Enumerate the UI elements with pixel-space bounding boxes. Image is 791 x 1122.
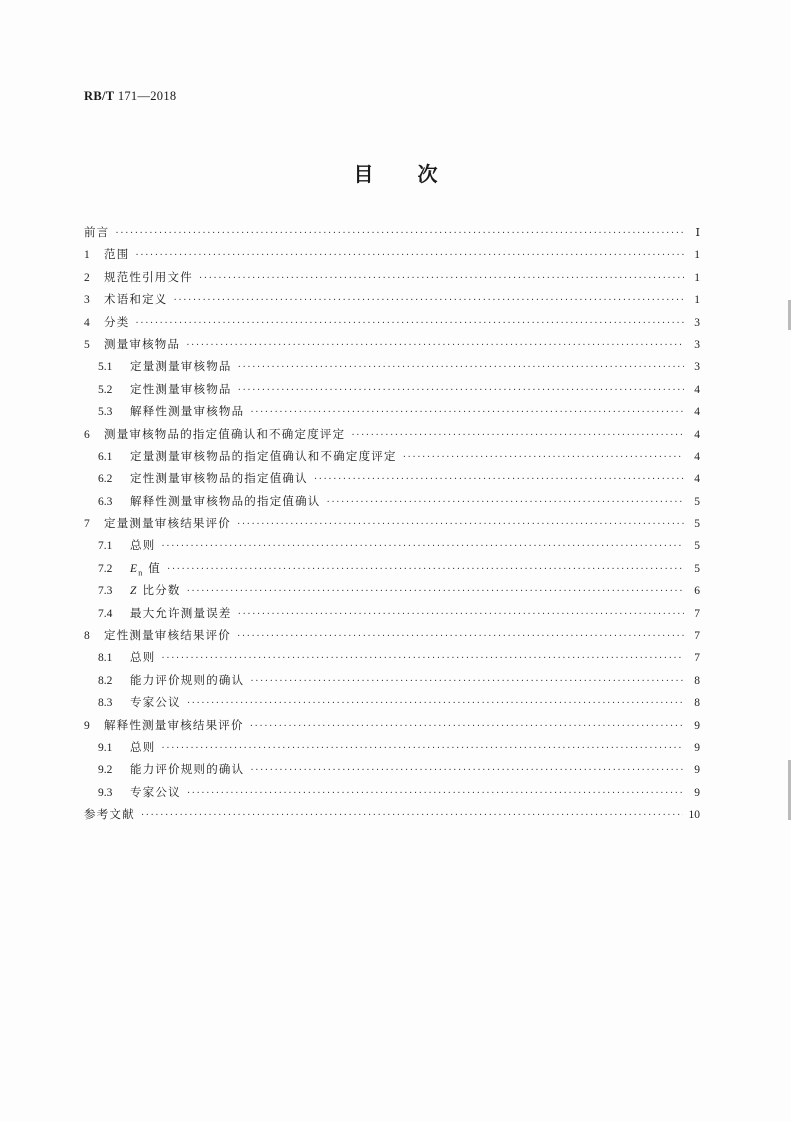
- toc-title: [0, 158, 791, 187]
- toc-entry-title: 总则: [130, 739, 156, 754]
- toc-entry-number: 6.2: [98, 473, 113, 486]
- toc-entry-title: 规范性引用文件: [104, 269, 193, 284]
- toc-leader-dots: [327, 497, 685, 508]
- toc-entry-page: 5: [694, 495, 700, 508]
- toc-entry-title: 总则: [130, 650, 156, 665]
- toc-entry[interactable]: [84, 694, 700, 716]
- toc-entry[interactable]: [84, 448, 700, 470]
- toc-entry-number: 5: [84, 338, 90, 351]
- toc-entry-number: 1: [84, 249, 90, 262]
- toc-entry-title: 定性测量审核物品: [130, 381, 232, 396]
- toc-entry-number: 2: [84, 271, 90, 284]
- toc-entry-page: 10: [688, 809, 700, 822]
- toc-entry[interactable]: [84, 493, 700, 515]
- toc-leader-dots: [199, 273, 684, 284]
- toc-entry[interactable]: [84, 314, 700, 336]
- table-of-contents: [84, 224, 700, 829]
- toc-entry-page: 1: [694, 271, 700, 284]
- toc-entry-number: 8: [84, 630, 90, 643]
- toc-entry[interactable]: [84, 358, 700, 380]
- toc-entry-title: 范围: [104, 247, 130, 262]
- toc-entry-page: 1: [694, 249, 700, 262]
- toc-leader-dots: [187, 788, 684, 799]
- toc-entry-page: 4: [694, 450, 700, 463]
- toc-leader-dots: [161, 653, 684, 664]
- toc-entry[interactable]: [84, 515, 700, 537]
- toc-entry-title: 术语和定义: [104, 292, 168, 307]
- toc-leader-dots: [161, 541, 684, 552]
- toc-leader-dots: [250, 407, 684, 418]
- toc-entry-title: 参考文献: [84, 807, 135, 822]
- toc-leader-dots: [161, 743, 684, 754]
- toc-leader-dots: [403, 452, 684, 463]
- toc-entry-number: 7.1: [98, 540, 113, 553]
- toc-entry-title: 定量测量审核物品: [130, 359, 232, 374]
- toc-entry-number: 5.2: [98, 383, 113, 396]
- toc-entry-page: 3: [694, 361, 700, 374]
- toc-entry-title: 定性测量审核物品的指定值确认: [130, 471, 308, 486]
- toc-leader-dots: [237, 519, 684, 530]
- toc-leader-dots: [135, 250, 684, 261]
- toc-entry-number: 7: [84, 518, 90, 531]
- toc-entry-page: 6: [694, 585, 700, 598]
- toc-leader-dots: [167, 564, 684, 575]
- toc-entry[interactable]: [84, 806, 700, 828]
- toc-entry-title: Z 比分数: [130, 583, 181, 598]
- toc-leader-dots: [174, 295, 685, 306]
- toc-entry[interactable]: [84, 560, 700, 582]
- toc-entry[interactable]: [84, 291, 700, 313]
- toc-entry[interactable]: [84, 269, 700, 291]
- toc-entry[interactable]: [84, 649, 700, 671]
- toc-entry-number: 5.3: [98, 406, 113, 419]
- toc-entry-number: 3: [84, 294, 90, 307]
- toc-entry-number: 7.2: [98, 562, 113, 575]
- toc-entry[interactable]: [84, 761, 700, 783]
- toc-entry-page: 9: [694, 786, 700, 799]
- toc-entry-title: 总则: [130, 538, 156, 553]
- toc-leader-dots: [187, 698, 684, 709]
- toc-entry-number: 8.2: [98, 674, 113, 687]
- toc-entry-page: 9: [694, 741, 700, 754]
- toc-entry-page: 1: [694, 294, 700, 307]
- toc-entry-page: 8: [694, 674, 700, 687]
- toc-entry-title: 测量审核物品的指定值确认和不确定度评定: [104, 426, 346, 441]
- toc-entry[interactable]: [84, 739, 700, 761]
- toc-entry[interactable]: [84, 582, 700, 604]
- toc-entry-title: 定量测量审核物品的指定值确认和不确定度评定: [130, 448, 397, 463]
- toc-entry-title: 能力评价规则的确认: [130, 762, 245, 777]
- toc-entry[interactable]: [84, 426, 700, 448]
- toc-entry-number: 9: [84, 719, 90, 732]
- toc-leader-dots: [238, 385, 684, 396]
- toc-leader-dots: [238, 362, 684, 373]
- toc-entry-title: 前言: [84, 225, 110, 239]
- toc-entry-page: 3: [694, 338, 700, 351]
- toc-leader-dots: [250, 676, 684, 687]
- toc-entry-title: 最大允许测量误差: [130, 605, 232, 620]
- toc-entry[interactable]: [84, 224, 700, 246]
- toc-title-char-2: 次: [417, 162, 438, 186]
- toc-entry-number: 4: [84, 316, 90, 329]
- toc-leader-dots: [238, 609, 684, 620]
- toc-entry-page: Ⅰ: [695, 227, 700, 239]
- toc-entry-number: 6.3: [98, 495, 113, 508]
- toc-entry-title: 测量审核物品: [104, 336, 181, 351]
- toc-entry[interactable]: [84, 672, 700, 694]
- toc-leader-dots: [141, 810, 683, 821]
- toc-entry-page: 7: [694, 652, 700, 665]
- toc-entry[interactable]: [84, 784, 700, 806]
- toc-entry-page: 4: [694, 473, 700, 486]
- toc-entry-title: 分类: [104, 314, 130, 329]
- toc-entry[interactable]: [84, 381, 700, 403]
- toc-entry-page: 5: [694, 518, 700, 531]
- toc-entry[interactable]: [84, 605, 700, 627]
- toc-leader-dots: [250, 765, 684, 776]
- toc-entry-page: 3: [694, 316, 700, 329]
- toc-entry-title: 定性测量审核结果评价: [104, 628, 231, 643]
- toc-entry-number: 7.3: [98, 585, 113, 598]
- document-code: [84, 89, 176, 104]
- toc-entry-page: 5: [694, 562, 700, 575]
- toc-entry[interactable]: [84, 470, 700, 492]
- toc-leader-dots: [351, 430, 684, 441]
- toc-entry-number: 8.1: [98, 652, 113, 665]
- toc-entry-title: 解释性测量审核物品的指定值确认: [130, 493, 321, 508]
- toc-entry[interactable]: [84, 246, 700, 268]
- toc-entry-page: 8: [694, 697, 700, 710]
- toc-leader-dots: [115, 228, 684, 239]
- toc-leader-dots: [187, 586, 684, 597]
- toc-leader-dots: [237, 631, 684, 642]
- toc-entry-page: 9: [694, 719, 700, 732]
- doc-code-prefix: RB/T: [84, 89, 115, 103]
- toc-entry-number: 9.3: [98, 786, 113, 799]
- toc-leader-dots: [135, 318, 684, 329]
- toc-entry-title: 能力评价规则的确认: [130, 672, 245, 687]
- toc-entry[interactable]: [84, 537, 700, 559]
- toc-entry-page: 4: [694, 383, 700, 396]
- toc-leader-dots: [314, 474, 684, 485]
- toc-entry-title: $E_n$ 值: [130, 560, 161, 578]
- toc-entry-number: 6.1: [98, 450, 113, 463]
- toc-leader-dots: [186, 340, 684, 351]
- toc-entry-page: 7: [694, 630, 700, 643]
- toc-entry-number: 9.2: [98, 764, 113, 777]
- toc-entry-title: 专家公议: [130, 784, 181, 799]
- toc-entry-number: 6: [84, 428, 90, 441]
- toc-entry-page: 4: [694, 428, 700, 441]
- toc-entry-title: 解释性测量审核结果评价: [104, 717, 244, 732]
- toc-entry[interactable]: [84, 403, 700, 425]
- toc-entry-title: 定量测量审核结果评价: [104, 516, 231, 531]
- doc-code-number: 171—2018: [117, 89, 177, 103]
- toc-entry-number: 7.4: [98, 607, 113, 620]
- toc-entry-page: 5: [694, 540, 700, 553]
- toc-leader-dots: [250, 721, 684, 732]
- toc-entry-page: 7: [694, 607, 700, 620]
- toc-entry-page: 4: [694, 406, 700, 419]
- toc-entry[interactable]: [84, 627, 700, 649]
- toc-entry-number: 5.1: [98, 361, 113, 374]
- toc-entry-number: 8.3: [98, 697, 113, 710]
- toc-title-char-1: 目: [353, 162, 374, 186]
- toc-entry-title: 专家公议: [130, 695, 181, 710]
- toc-entry-page: 9: [694, 764, 700, 777]
- toc-entry-number: 9.1: [98, 741, 113, 754]
- toc-entry[interactable]: [84, 336, 700, 358]
- toc-entry[interactable]: [84, 717, 700, 739]
- toc-entry-title: 解释性测量审核物品: [130, 404, 245, 419]
